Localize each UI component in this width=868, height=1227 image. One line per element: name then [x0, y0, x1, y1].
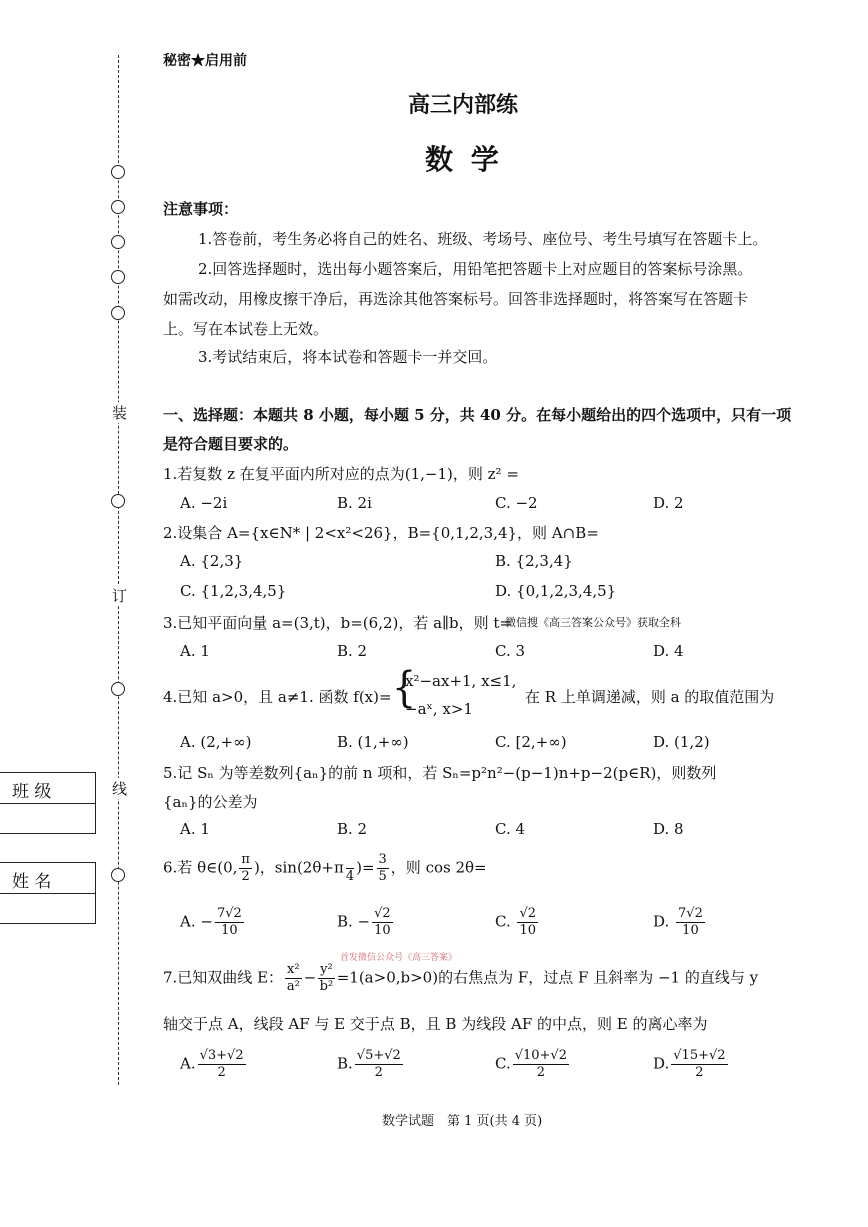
binding-hole: [111, 682, 125, 696]
exam-title: 高三内部练: [408, 92, 519, 118]
class-box[interactable]: [0, 772, 96, 834]
q5-option-b[interactable]: B. 2: [337, 820, 368, 838]
subject-title: 数 学: [425, 143, 503, 176]
q4-case-2: −aˣ, x>1: [405, 700, 473, 718]
q3-watermark-note: 微信搜《高三答案公众号》获取全科: [505, 616, 681, 629]
q3-stem: 3.已知平面向量 a=(3,t)，b=(6,2)，若 a∥b，则 t=: [163, 614, 512, 632]
q7-stem-line2: 轴交于点 A，线段 AF 与 E 交于点 B，且 B 为线段 AF 的中点，则 E 的离心率为: [163, 1015, 708, 1033]
q2-option-a[interactable]: A. {2,3}: [180, 552, 244, 570]
notice-item-2: 2.回答选择题时，选出每小题答案后，用铅笔把答题卡上对应题目的答案标号涂黑。: [198, 260, 753, 278]
q7-option-c[interactable]: C. $\frac{√10+√2}{2}$: [495, 1048, 567, 1080]
q1-option-d[interactable]: D. 2: [653, 494, 684, 512]
notice-heading: 注意事项：: [163, 200, 239, 218]
q4-option-a[interactable]: A. (2,+∞): [180, 733, 252, 751]
q3-option-c[interactable]: C. 3: [495, 642, 526, 660]
q6-option-b[interactable]: B. − $\frac{√2}{10}$: [337, 906, 391, 938]
q4-stem-a: 4.已知 a>0，且 a≠1. 函数 f(x)=: [163, 688, 392, 706]
q2-stem: 2.设集合 A={x∈N* | 2<x²<26}，B={0,1,2,3,4}，则 A∩B=: [163, 524, 599, 542]
q3-option-a[interactable]: A. 1: [180, 642, 210, 660]
q1-option-b[interactable]: B. 2i: [337, 494, 372, 512]
q6-option-a[interactable]: A. − $\frac{7√2}{10}$: [180, 906, 242, 938]
q6-stem: 6.若 θ∈(0, $\frac{\pi}{2}$ )，sin(2θ+π 4 )= $\frac{3}{5}$ ，则 cos 2θ=: [163, 852, 487, 884]
q1-option-c[interactable]: C. −2: [495, 494, 538, 512]
notice-item-1: 1.答卷前，考生务必将自己的姓名、班级、考场号、座位号、考生号填写在答题卡上。: [198, 230, 768, 248]
q3-option-d[interactable]: D. 4: [653, 642, 684, 660]
q7-option-a[interactable]: A. $\frac{√3+√2}{2}$: [180, 1048, 244, 1080]
binding-hole: [111, 306, 125, 320]
q2-option-d[interactable]: D. {0,1,2,3,4,5}: [495, 582, 617, 600]
binding-char-xian: 线: [112, 780, 128, 798]
q4-option-b[interactable]: B. (1,+∞): [337, 733, 409, 751]
q5-stem-line1: 5.记 Sₙ 为等差数列{aₙ}的前 n 项和，若 Sₙ=p²n²−(p−1)n+p−2(p∈R)，则数列: [163, 764, 717, 782]
name-label: 姓 名: [12, 872, 52, 892]
binding-hole: [111, 200, 125, 214]
q5-stem-line2: {aₙ}的公差为: [163, 793, 258, 811]
q1-stem: 1.若复数 z 在复平面内所对应的点为(1,−1)，则 z² =: [163, 465, 519, 483]
q1-option-a[interactable]: A. −2i: [180, 494, 228, 512]
binding-hole: [111, 868, 125, 882]
q3-option-b[interactable]: B. 2: [337, 642, 368, 660]
q5-option-d[interactable]: D. 8: [653, 820, 684, 838]
q7-option-d[interactable]: D. $\frac{√15+√2}{2}$: [653, 1048, 726, 1080]
q5-option-c[interactable]: C. 4: [495, 820, 526, 838]
q6-option-d[interactable]: D. $\frac{7√2}{10}$: [653, 906, 703, 938]
page-footer: 数学试题 第 1 页(共 4 页): [382, 1114, 543, 1129]
q6-option-c[interactable]: C. $\frac{√2}{10}$: [495, 906, 537, 938]
q7-stem: 7.已知双曲线 E： $\frac{\text{x²}}{\text{a²}}$ − $\frac{\text{y²}}{\text{b²}}$ =1(a>0,b>0)的右焦点为 F，过点 F 且斜率为 −1 的直线与 y: [163, 962, 759, 994]
q2-option-b[interactable]: B. {2,3,4}: [495, 552, 573, 570]
q2-option-c[interactable]: C. {1,2,3,4,5}: [180, 582, 287, 600]
section1-line1: 一、选择题：本题共 8 小题，每小题 5 分，共 40 分。在每小题给出的四个选项中，只有一项: [163, 406, 792, 424]
notice-item-2-cont: 如需改动，用橡皮擦干净后，再选涂其他答案标号。回答非选择题时，将答案写在答题卡: [163, 290, 749, 308]
notice-item-3: 3.考试结束后，将本试卷和答题卡一并交回。: [198, 348, 498, 366]
notice-item-2-end: 上。写在本试卷上无效。: [163, 320, 329, 338]
class-label: 班 级: [12, 782, 52, 802]
q4-case-1: x²−ax+1, x≤1,: [405, 672, 517, 690]
q6-watermark-note: 首发微信公众号《高三答案》: [340, 953, 458, 963]
q4-brace: {: [392, 662, 417, 712]
q4-option-d[interactable]: D. (1,2): [653, 733, 710, 751]
binding-hole: [111, 235, 125, 249]
q4-stem-b: 在 R 上单调递减，则 a 的取值范围为: [525, 688, 775, 706]
binding-hole: [111, 165, 125, 179]
secret-mark: 秘密★启用前: [163, 53, 247, 69]
binding-char-ding: 订: [112, 587, 128, 605]
q5-option-a[interactable]: A. 1: [180, 820, 210, 838]
q7-option-b[interactable]: B. $\frac{√5+√2}{2}$: [337, 1048, 401, 1080]
binding-hole: [111, 494, 125, 508]
section1-line2: 是符合题目要求的。: [163, 435, 299, 453]
binding-hole: [111, 270, 125, 284]
binding-char-zhuang: 装: [112, 404, 128, 422]
q4-option-c[interactable]: C. [2,+∞): [495, 733, 567, 751]
name-box[interactable]: [0, 862, 96, 924]
